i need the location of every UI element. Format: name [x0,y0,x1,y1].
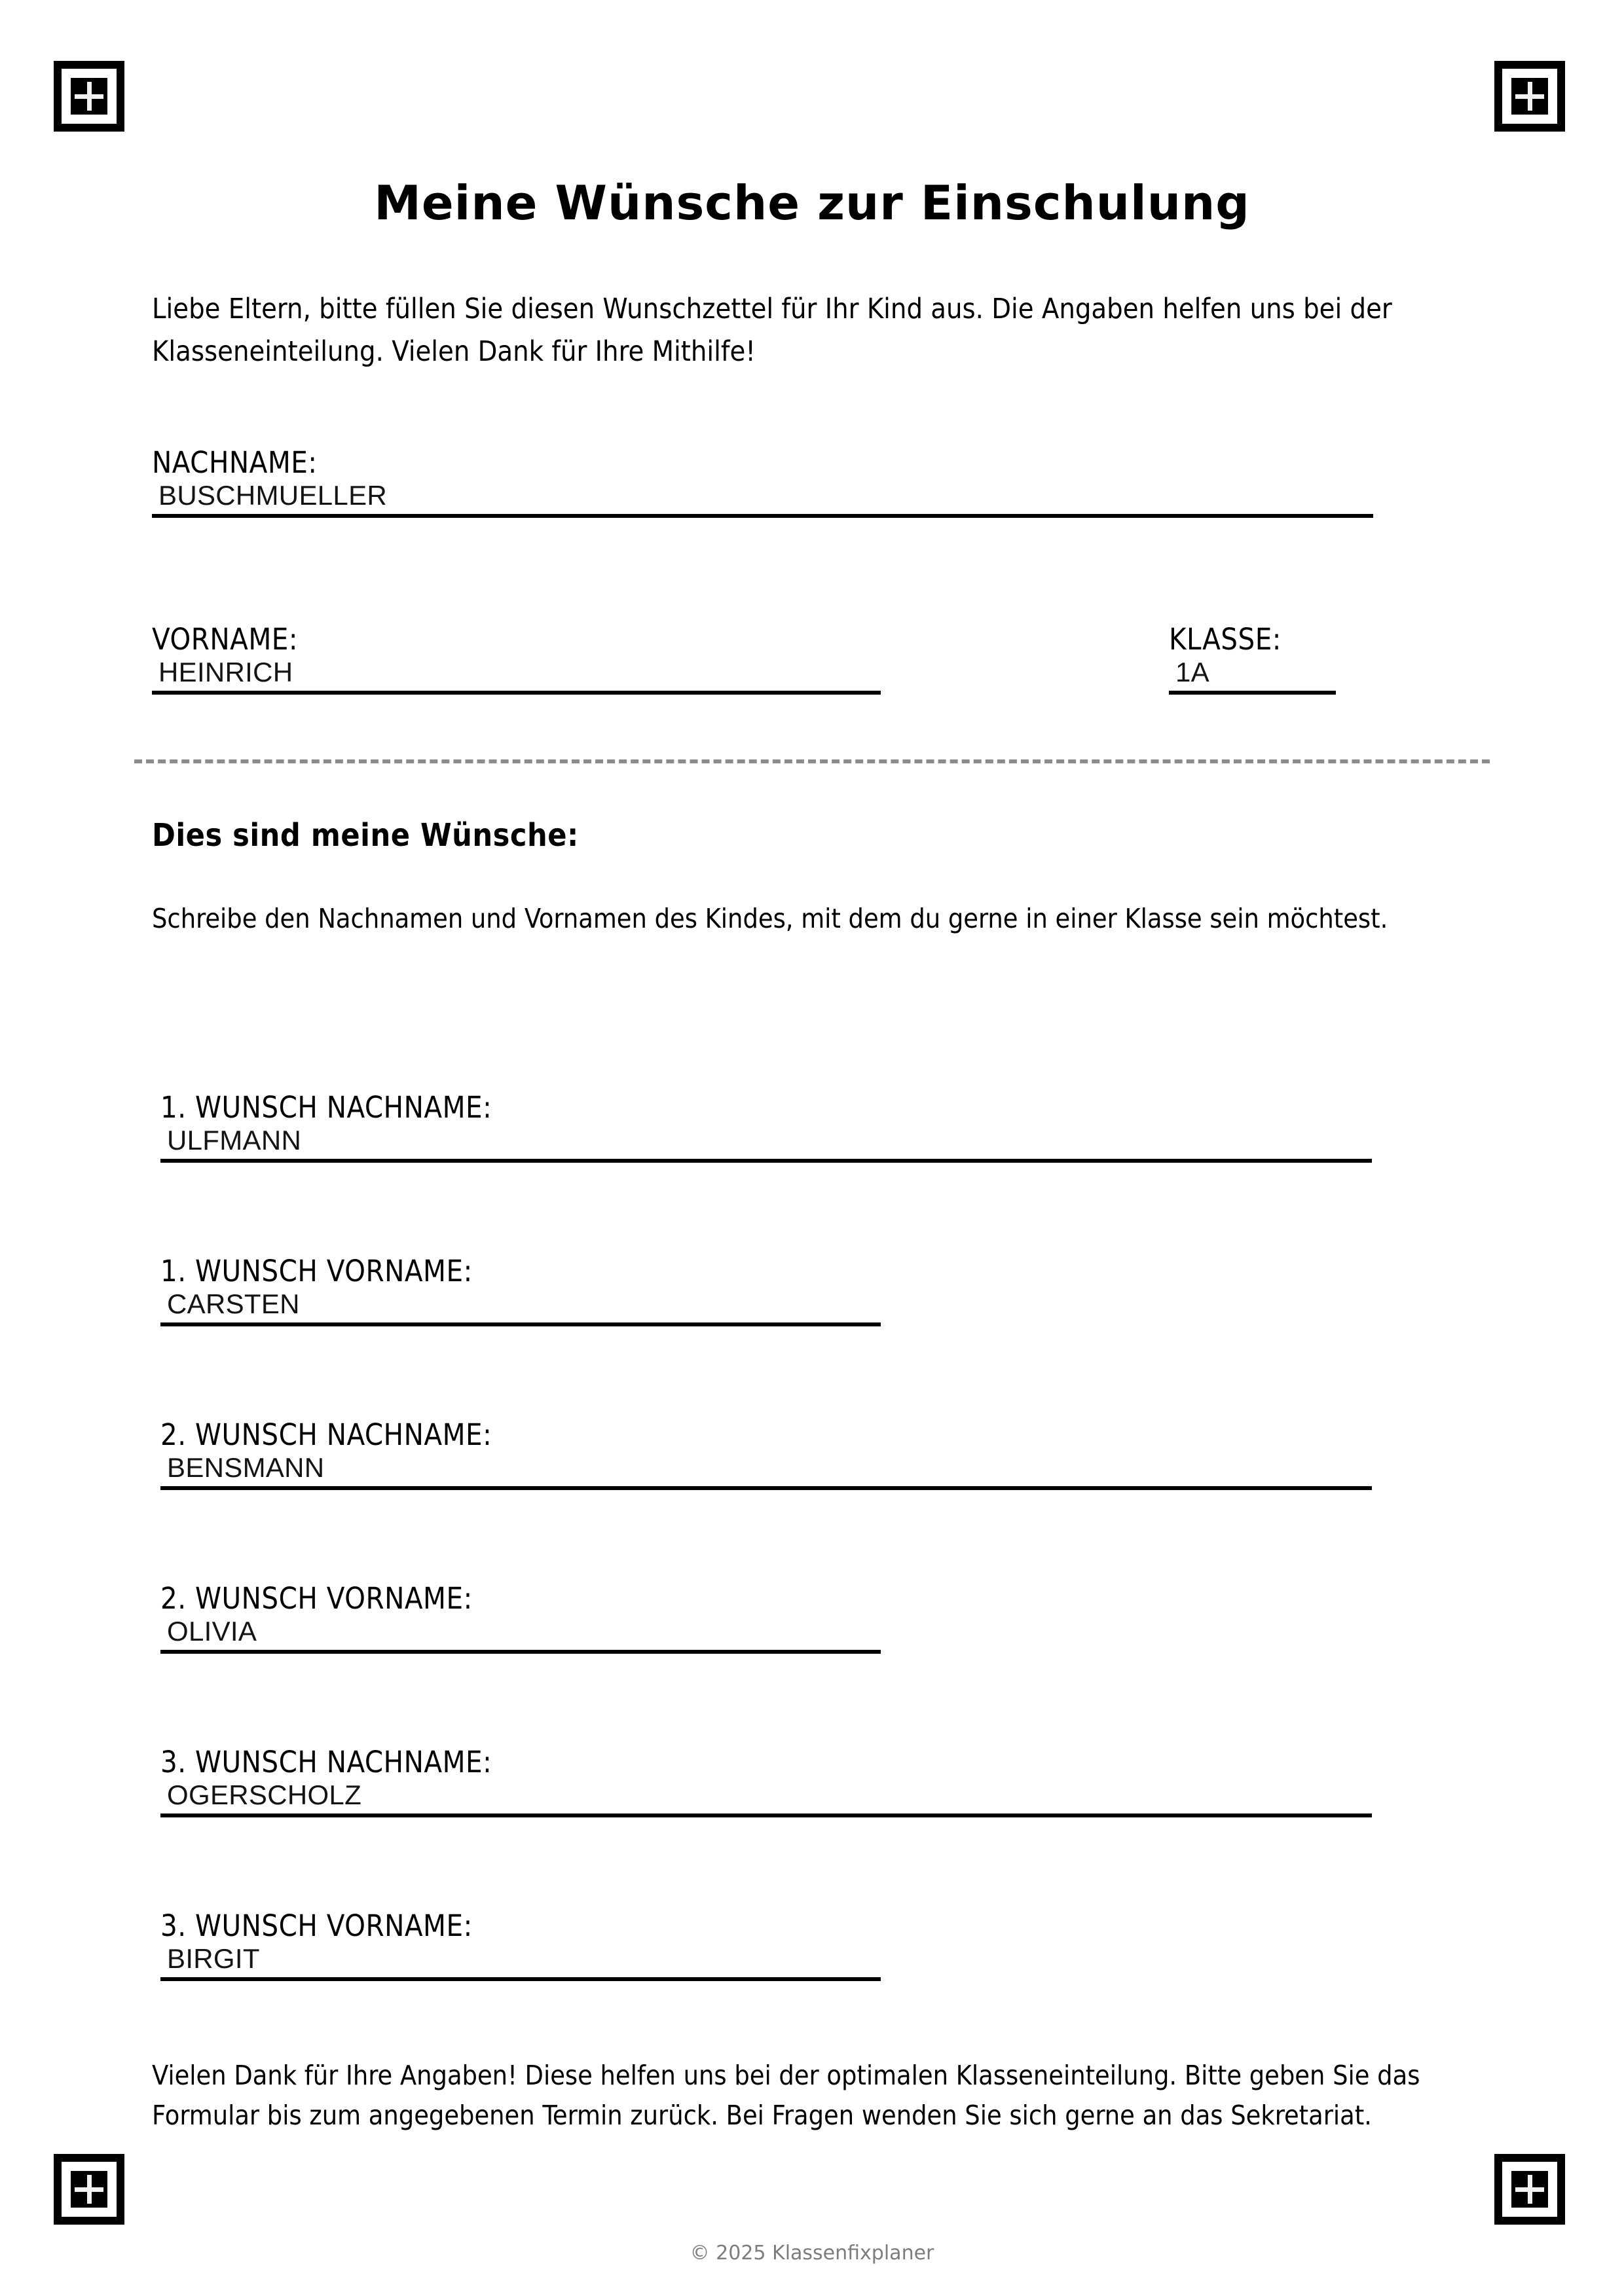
registration-plus-marker-icon [54,2154,124,2225]
field-klasse-label: KLASSE: [1169,622,1282,657]
field-wish-1-nachname-rule [160,1159,1372,1163]
marker-plus-horizontal [1515,2187,1544,2192]
field-nachname-value-row[interactable] [152,480,1373,518]
field-wish-3-vorname-label: 3. WUNSCH VORNAME: [160,1908,473,1943]
field-wish-2-vorname-rule [160,1650,881,1654]
section-divider [134,759,1490,763]
field-wish-2-nachname-value[interactable]: BENSMANN [167,1452,325,1483]
field-wish-1-vorname-value[interactable]: CARSTEN [167,1288,300,1319]
marker-plus-horizontal [75,2187,103,2192]
field-wish-3-nachname-rule [160,1813,1372,1817]
field-wish-3-vorname [160,1908,881,1981]
footer-note: Vielen Dank für Ihre Angaben! Diese helfen uns bei der optimalen Klasseneinteilung. Bitte geben Sie das Formular bis zum angegebenen Termin zurück. Bei Fragen wenden Sie sich gerne an das Sekretariat. [152,2060,1420,2131]
marker-plus-horizontal [1515,94,1544,99]
field-vorname-label: VORNAME: [152,622,299,657]
field-vorname-value[interactable]: HEINRICH [158,657,293,687]
marker-plus-horizontal [75,94,103,99]
field-wish-1-vorname-label: 1. WUNSCH VORNAME: [160,1254,473,1288]
field-wish-3-vorname-value[interactable]: BIRGIT [167,1943,260,1974]
field-wish-2-nachname-label: 2. WUNSCH NACHNAME: [160,1417,492,1452]
field-wish-2-vorname-value-row[interactable] [160,1616,881,1654]
field-vorname-rule [152,691,881,695]
field-wish-3-nachname-label: 3. WUNSCH NACHNAME: [160,1745,492,1779]
field-wish-3-nachname [160,1745,1372,1817]
field-klasse-value-row[interactable] [1169,657,1336,695]
field-wish-2-nachname-rule [160,1486,1372,1490]
field-wish-1-nachname [160,1090,1372,1163]
intro-paragraph: Liebe Eltern, bitte füllen Sie diesen Wunschzettel für Ihr Kind aus. Die Angaben helfen uns bei der Klasseneinteilung. Vielen Dank für Ihre Mithilfe! [152,293,1392,369]
copyright-notice: © 2025 Klassenfixplaner [690,2242,934,2265]
field-wish-2-nachname [160,1417,1372,1490]
field-wish-2-vorname-value[interactable]: OLIVIA [167,1616,257,1647]
field-klasse-value[interactable]: 1A [1175,657,1209,687]
registration-plus-marker-icon [54,61,124,132]
registration-plus-marker-icon [1494,2154,1565,2225]
field-wish-1-nachname-value-row[interactable] [160,1125,1372,1163]
field-nachname [152,445,1373,518]
wishes-heading: Dies sind meine Wünsche: [152,817,579,854]
field-wish-2-nachname-value-row[interactable] [160,1452,1372,1490]
field-klasse [1169,622,1336,695]
field-vorname [152,622,881,695]
field-nachname-value[interactable]: BUSCHMUELLER [158,480,388,511]
field-wish-3-vorname-value-row[interactable] [160,1943,881,1981]
field-wish-2-vorname [160,1581,881,1654]
field-wish-1-nachname-value[interactable]: ULFMANN [167,1125,302,1156]
registration-plus-marker-icon [1494,61,1565,132]
page-title: Meine Wünsche zur Einschulung [374,175,1250,230]
field-wish-3-nachname-value[interactable]: OGERSCHOLZ [167,1779,362,1810]
field-vorname-value-row[interactable] [152,657,881,695]
field-wish-1-nachname-label: 1. WUNSCH NACHNAME: [160,1090,492,1125]
field-wish-1-vorname [160,1254,881,1326]
wishes-instruction: Schreibe den Nachnamen und Vornamen des Kindes, mit dem du gerne in einer Klasse sein möchtest. [152,903,1388,934]
field-wish-2-vorname-label: 2. WUNSCH VORNAME: [160,1581,473,1616]
field-wish-3-nachname-value-row[interactable] [160,1779,1372,1817]
field-nachname-label: NACHNAME: [152,445,318,480]
field-wish-1-vorname-rule [160,1322,881,1326]
field-nachname-rule [152,514,1373,518]
field-wish-3-vorname-rule [160,1977,881,1981]
field-klasse-rule [1169,691,1336,695]
field-wish-1-vorname-value-row[interactable] [160,1288,881,1326]
